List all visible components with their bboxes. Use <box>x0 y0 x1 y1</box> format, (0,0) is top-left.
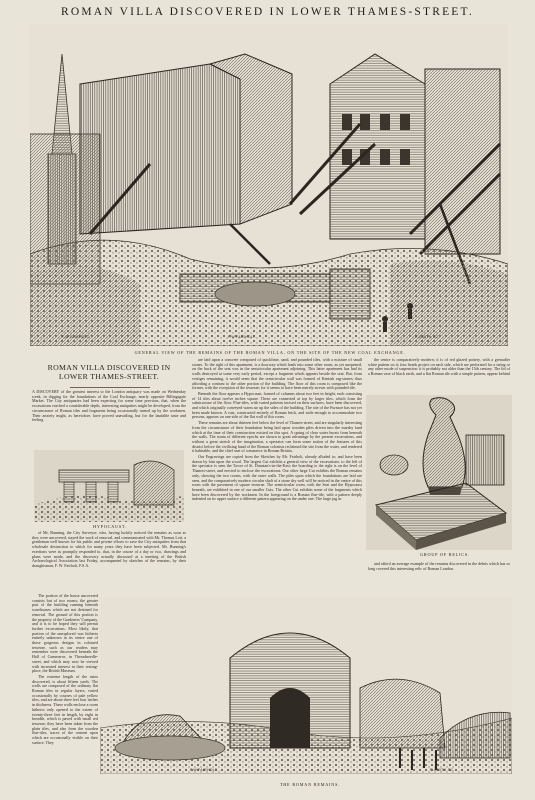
article-column-1 <box>32 531 186 593</box>
relics-engraving <box>366 395 512 550</box>
roman-remains-engraving <box>100 598 512 774</box>
top-engraving-credit-mid: F.W.FAIRHOLT. <box>228 335 257 339</box>
article-col3-paragraph-1: the centre is comparatively modern; it is of red glazed pottery, with a grenadier white pattern on it; four heads project on each side, which are perforated for a string or any other mode of suspension: it is probably not older than the 15th century. The lid of a Roman vase of black earth, and a flat Roman tile with a simple pattern, appear behind <box>368 358 510 377</box>
article-column-1-lower <box>32 594 98 792</box>
article-column-1-intro <box>32 390 186 450</box>
hypocaust-engraving <box>34 450 184 522</box>
article-col2-paragraph-3: These remains are about thirteen feet below the level of Thames-street, and are singularly interesting from the circumstance of their foundation being laid upon wooden piles driven into the marshy land which at the time of their construction existed on this spot. A spring of clear water bursts from beneath the walls. The strata of different epochs are shown to great advantage by the present excavations, and without a great stretch of the imagination, a spectator can form some notion of the features of this district before the civilising hand of the Roman colonists reclaimed the site from the water, and rendered it habitable, and the chief seat of commerce in Roman Britain. <box>192 420 362 454</box>
general-view-drawing <box>30 24 508 346</box>
article-col1-paragraph-2: The portion of the house uncovered consists but of two rooms; the greater part of the building running beneath warehouses which are not destined for removal. The ground of this portion is the property of the Gardeners' Company, and it is to be hoped they will permit further excavations. Most likely, that portion of the unexplored was hitherto entirely unknown in its centre one of those gorgeous designs in coloured tesserae, such as our readers may remember were discovered beneath the Hall of Commerce, in Threadneedle-street, and which may now be viewed with increased interest in their resting-place, the British Museum. <box>32 594 98 674</box>
bottom-engraving-credit-right: R.SMITH SC. <box>430 768 455 772</box>
article-headline: ROMAN VILLA DISCOVERED IN LOWER THAMES-STREET. <box>47 363 171 381</box>
relics-caption: GROUP OF RELICS. <box>420 552 470 557</box>
hypocaust-caption: HYPOCAUST. <box>93 524 127 529</box>
article-column-3-lower <box>368 562 510 578</box>
bottom-engraving-caption: THE ROMAN REMAINS. <box>279 782 341 787</box>
article-column-2 <box>192 358 362 592</box>
article-col1-paragraph-1: of Mr. Bunning, the City Surveyor, who, having luckily noticed the remains as soon as they were uncovered, stayed the work of removal, and communicated with Mr. Thomas Lott, a gentleman well known for his public and private efforts to save the City antiquities from that wholesale destruction to which for many years they have been subjected. Mr. Bunning's exertions were as promptly responded to, that, in the course of a day or two, drawings and plans were made, and the discovery actually discussed at a meeting of the British Archaeological Association last Friday, accompanied by sketches of the remains, by their draughtsman, F. W. Fairholt, F.S.A. <box>32 531 186 568</box>
bottom-engraving-credit-left: F.W.FAIRHOLT. <box>190 768 219 772</box>
article-col2-paragraph-1: are laid upon a concrete composed of quicklime, sand, and pounded tiles, with a mixture of small stones. To the right of this apartment, is a doorway which leads into some other room, as yet unopened, on the back of the seat was in the semicircular apartment adjoining. This latter apartment has had its walls destroyed at some very early period, except a fragment which appears beside the seat. But, from vestiges remaining, it would seem that the semicircular wall was formed of Kentish rag-stones; thus affording a contrast to the other portion of the building. The floor of this room is composed like the former, with the exception of the tesserae; for it seems to have been merely strewn with pounded tile. <box>192 358 362 391</box>
article-column-3 <box>368 358 510 394</box>
article-col2-paragraph-4: Our Engravings are copied from the Sketches by Mr. Fairholt, already alluded to; and have been drawn by him upon the wood. The largest Cut exhibits a general view of the excavations: to the left of the spectator is seen the Tower of St. Dunstan's-in-the-East; the hoarding to the right is on the level of Thames-street, and erected to enclose the excavations. Our other large Cut exhibits the Roman remains only, showing the two rooms, with the outer walls. The piles upon which the foundations are laid are seen, and the comparatively modern circular shaft of a stone dry well will be noticed in the centre of this room with the pavement of square tesserae. The semicircular room, with the Seat and the Hypocaust beneath, are exhibited in one of our smaller Cuts. The other Cut exhibits some of the fragments which have been discovered by the workmen. In the foreground is a Roman flue-tile, with a pattern deeply indented on its upper surface a different pattern appearing on the under one. The large jug in <box>192 454 362 502</box>
article-intro-paragraph: A DISCOVERY of the greatest interest to the London antiquary was made on Wednesday week, in digging for the foundations of the Coal Exchange, nearly opposite Billingsgate Market. The City antiquaries had been expecting for some time previous, that, when the excavations reached a considerable depth, interesting antiquities might be developed, from the circumstance of Roman tiles and fragments being occasionally turned up by the workmen. Their anxiety might, as heretofore, have proved unavailing, but for the laudable taste and feeling <box>32 390 186 423</box>
hypocaust-drawing <box>34 450 184 522</box>
top-engraving-credit-left: F.W.FAIRHOLT. <box>62 335 91 339</box>
roman-remains-drawing <box>100 598 512 774</box>
top-engraving-credit-right: R.SMITH SC. <box>415 335 440 339</box>
article-col2-paragraph-2: Beneath the floor appears a Hypocaust, formed of columns about two feet in height, each consisting of 14 tiles about twelve inches square. These are connected at top by larger tiles, which form the substructure of the floor. Flue-tiles, with varied patterns incised on their surfaces, have been discovered, and which originally conveyed warm air up the sides of the building. The site of the Furnace has not yet been made known. A vast, constructed entirely of Roman brick, and wide enough to accommodate two persons, appears on one side of the flat wall of this room. <box>192 390 362 420</box>
relics-drawing <box>366 395 512 550</box>
page-title: ROMAN VILLA DISCOVERED IN LOWER THAMES-STREET. <box>61 6 474 18</box>
article-col1-paragraph-3: The extreme length of the ruins discovered, is about fifteen yards. The walls are composed of the ordinary flat Roman tiles in regular layers, varied occasionally by courses of pale yellow tiles, and are about three feet four inches in thickness. These walls enclose a room hitherto only opened to the extent of twenty-three feet in length, by eight in breadth, which is paved with small red tesserae; they have been taken from the plain tiles, and also from the wooden flue-tiles, traces of the cement upon which are occasionally visible on their surface. They <box>32 673 98 745</box>
general-view-engraving <box>30 24 508 346</box>
article-col3-paragraph-2: and afford an average example of the remains discovered in the debris which has so long covered this interesting relic of Roman London. <box>368 562 510 571</box>
headline-rule <box>70 387 150 388</box>
top-engraving-caption: GENERAL VIEW OF THE REMAINS OF THE ROMAN VILLA, ON THE SITE OF THE NEW COAL EXCHANGE. <box>134 350 406 355</box>
